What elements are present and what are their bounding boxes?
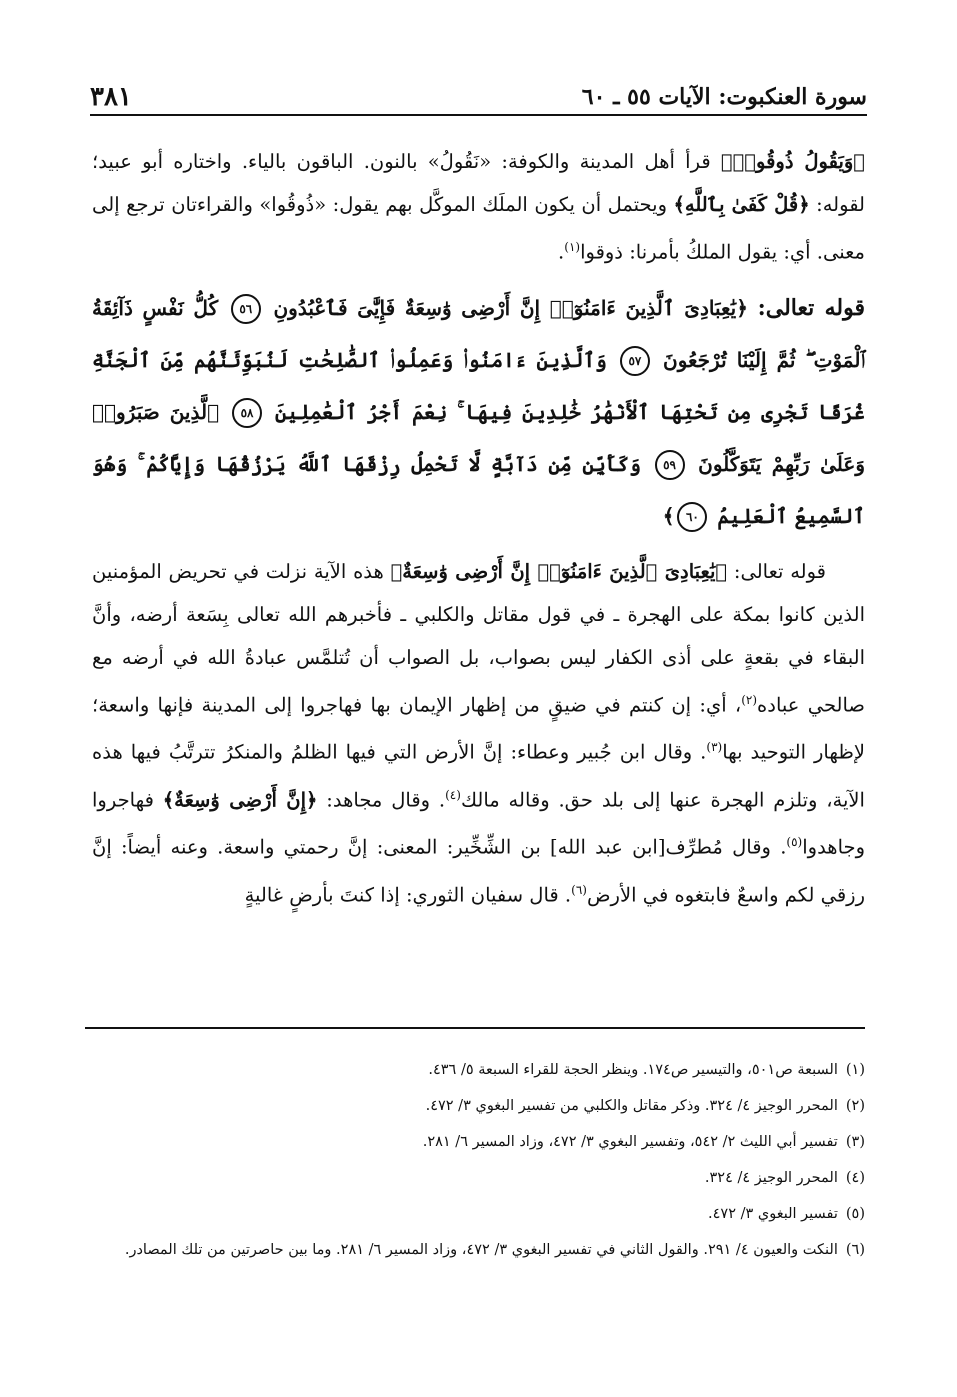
page-number: ٣٨١ [90,82,132,112]
footnotes [92,1052,865,1268]
footnote-text: المحرر الوجيز ٤/ ٣٢٤. وذكر مقاتل والكلبي من تفسير البغوي ٣/ ٤٧٢. [425,1098,838,1114]
footnote-item [92,1124,865,1160]
footnote-number: (٥) [845,1206,865,1222]
ayah-number-59: ٥٩ [655,450,685,480]
footnote-ref: (٢) [741,692,758,707]
quran-quote: ﴿وَيَقُولُ ذُوقُوا۟﴾ [720,150,865,173]
footnote-number: (١) [845,1062,865,1078]
footnote-divider [85,1027,865,1029]
verse-56: ﴿يَٰعِبَادِىَ ٱلَّذِينَ ءَامَنُوٓا۟ إِنَّ أَرْضِى وَٰسِعَةٌ فَإِيَّٰىَ فَٱعْبُدُونِ [273,295,748,320]
verse-close: ﴾ [662,503,675,528]
text-span: ويحتمل أن يكون الملَك الموكَّل بهم يقول: «ذُوقُوا» والقراءتان ترجع إلى معنى. أي: يقول الملكُ بأمرنا: ذوقوا [92,193,865,264]
footnote-number: (٦) [845,1242,865,1258]
text-span: . [558,240,565,264]
intro-paragraph [92,140,865,274]
text-span: هذه الآية نزلت في تحريض المؤمنين الذين كانوا بمكة على الهجرة ـ في قول مقاتل والكلبي ـ فأخبرهم الله تعالى بِسَعة أرضه، وأنَّ البقاء في بقعةٍ على أذى الكفار ليس بصواب، بل الصواب أن تُتلمَّس عبادةُ الله في أرضه مع صالحي عباده [92,559,865,716]
quran-quote: ﴿إِنَّ أَرْضِى وَٰسِعَةٌ﴾ [162,788,318,811]
text-span: . وقال ابن جُبير وعطاء: إنَّ الأرض التي فيها الظلمُ والمنكرُ تترتَّبُ فيها هذه الآية، وتلزم الهجرة عنها إلى بلد حق. وقاله مالك [92,740,865,811]
verse-label: قوله تعالى: [757,294,865,321]
footnote-text: النكت والعيون ٤/ ٢٩١. والقول الثاني في تفسير البغوي ٣/ ٤٧٢، وزاد المسير ٦/ ٢٨١. وما بين حاصرتين من تلك المصادر. [124,1242,838,1258]
footnote-text: المحرر الوجيز ٤/ ٣٢٤. [704,1170,838,1186]
commentary-paragraph [92,550,865,917]
footnote-item [92,1052,865,1088]
verse-58: وَٱلَّذِينَ ءَامَنُوا۟ وَعَمِلُوا۟ ٱلصَّٰلِحَٰتِ لَنُبَوِّئَنَّهُم مِّنَ ٱلْجَنَّةِ غُرَفًا تَجْرِى مِن تَحْتِهَا ٱلْأَنْهَٰرُ خَٰلِدِينَ فِيهَا ۚ نِعْمَ أَجْرُ ٱلْعَٰمِلِينَ [92,347,866,424]
footnote-ref: (٤) [445,787,461,802]
running-title: سورة العنكبوت: الآيات ٥٥ ـ ٦٠ [581,84,867,110]
footnote-ref: (١) [564,240,581,254]
footnote-number: (٤) [845,1170,865,1186]
footnote-ref: (٣) [706,740,723,754]
verse-60: وَكَأَيِّن مِّن دَآبَّةٍ لَّا تَحْمِلُ رِزْقَهَا ٱللَّهُ يَرْزُقُهَا وَإِيَّاكُمْ ۚ وَهُوَ ٱلسَّمِيعُ ٱلْعَلِيمُ [92,451,865,528]
footnote-item [92,1088,865,1124]
ayah-number-60: ٦٠ [677,502,707,532]
text-span: فهاجروا وجاهدوا [92,788,865,859]
footnote-number: (٢) [845,1098,865,1114]
quran-quote: ﴿يَٰعِبَادِىَ ٱلَّذِينَ ءَامَنُوٓا۟ إِنَّ أَرْضِى وَٰسِعَةٌ﴾ [390,559,728,583]
footnote-text: السبعة ص٥٠١، والتيسير ص١٧٤. وينظر الحجة للقراء السبعة ٥/ ٤٣٦. [428,1062,838,1078]
footnote-item [92,1160,865,1196]
quran-quote: ﴿قُلْ كَفَىٰ بِٱللَّهِ﴾ [673,193,810,216]
ayah-number-57: ٥٧ [620,346,650,376]
text-span: . قال سفيان الثوري: إذا كنتَ بأرضٍ غاليةٍ [244,883,572,906]
footnote-text: تفسير أبي الليث ٢/ ٥٤٢، وتفسير البغوي ٣/ ٤٧٢، وزاد المسير ٦/ ٢٨١. [422,1134,838,1150]
text-span: . وقال مجاهد: [317,788,446,811]
verse-block [92,282,865,542]
ayah-number-56: ٥٦ [231,294,261,324]
verse-59: ٱلَّذِينَ صَبَرُوا۟ وَعَلَىٰ رَبِّهِمْ يَتَوَكَّلُونَ [92,399,865,476]
page-header [90,74,867,116]
verse-57: كُلُّ نَفْسٍ ذَآئِقَةُ ٱلْمَوْتِ ۖ ثُمَّ إِلَيْنَا تُرْجَعُونَ [92,295,866,372]
text-span: قرأ أهل المدينة والكوفة: «نَقُولُ» بالنون. الباقون بالياء. واختاره أبو عبيد؛ لقوله: [92,150,866,216]
footnote-item [92,1196,865,1232]
main-text [92,140,865,924]
footnote-ref: (٥) [786,835,803,849]
text-span: قوله تعالى: [727,559,826,583]
ayah-number-58: ٥٨ [232,398,262,428]
text-span: ، أي: إن كنتم في ضيقٍ من إظهار الإيمان بها فهاجروا إلى المدينة فإنها واسعة؛ لإظهار التوحيد بها [92,693,866,764]
footnote-ref: (٦) [571,882,587,897]
text-span: . وقال مُطرِّف[ابن عبد الله] بن الشِّخِّير: المعنى: إنَّ رحمتي واسعة. وعنه أيضاً: إنَّ رزقي لكم واسعٌ فابتغوه في الأرض [92,835,865,906]
footnote-number: (٣) [845,1134,865,1150]
footnote-item [92,1232,865,1268]
footnote-text: تفسير البغوي ٣/ ٤٧٢. [708,1206,838,1222]
